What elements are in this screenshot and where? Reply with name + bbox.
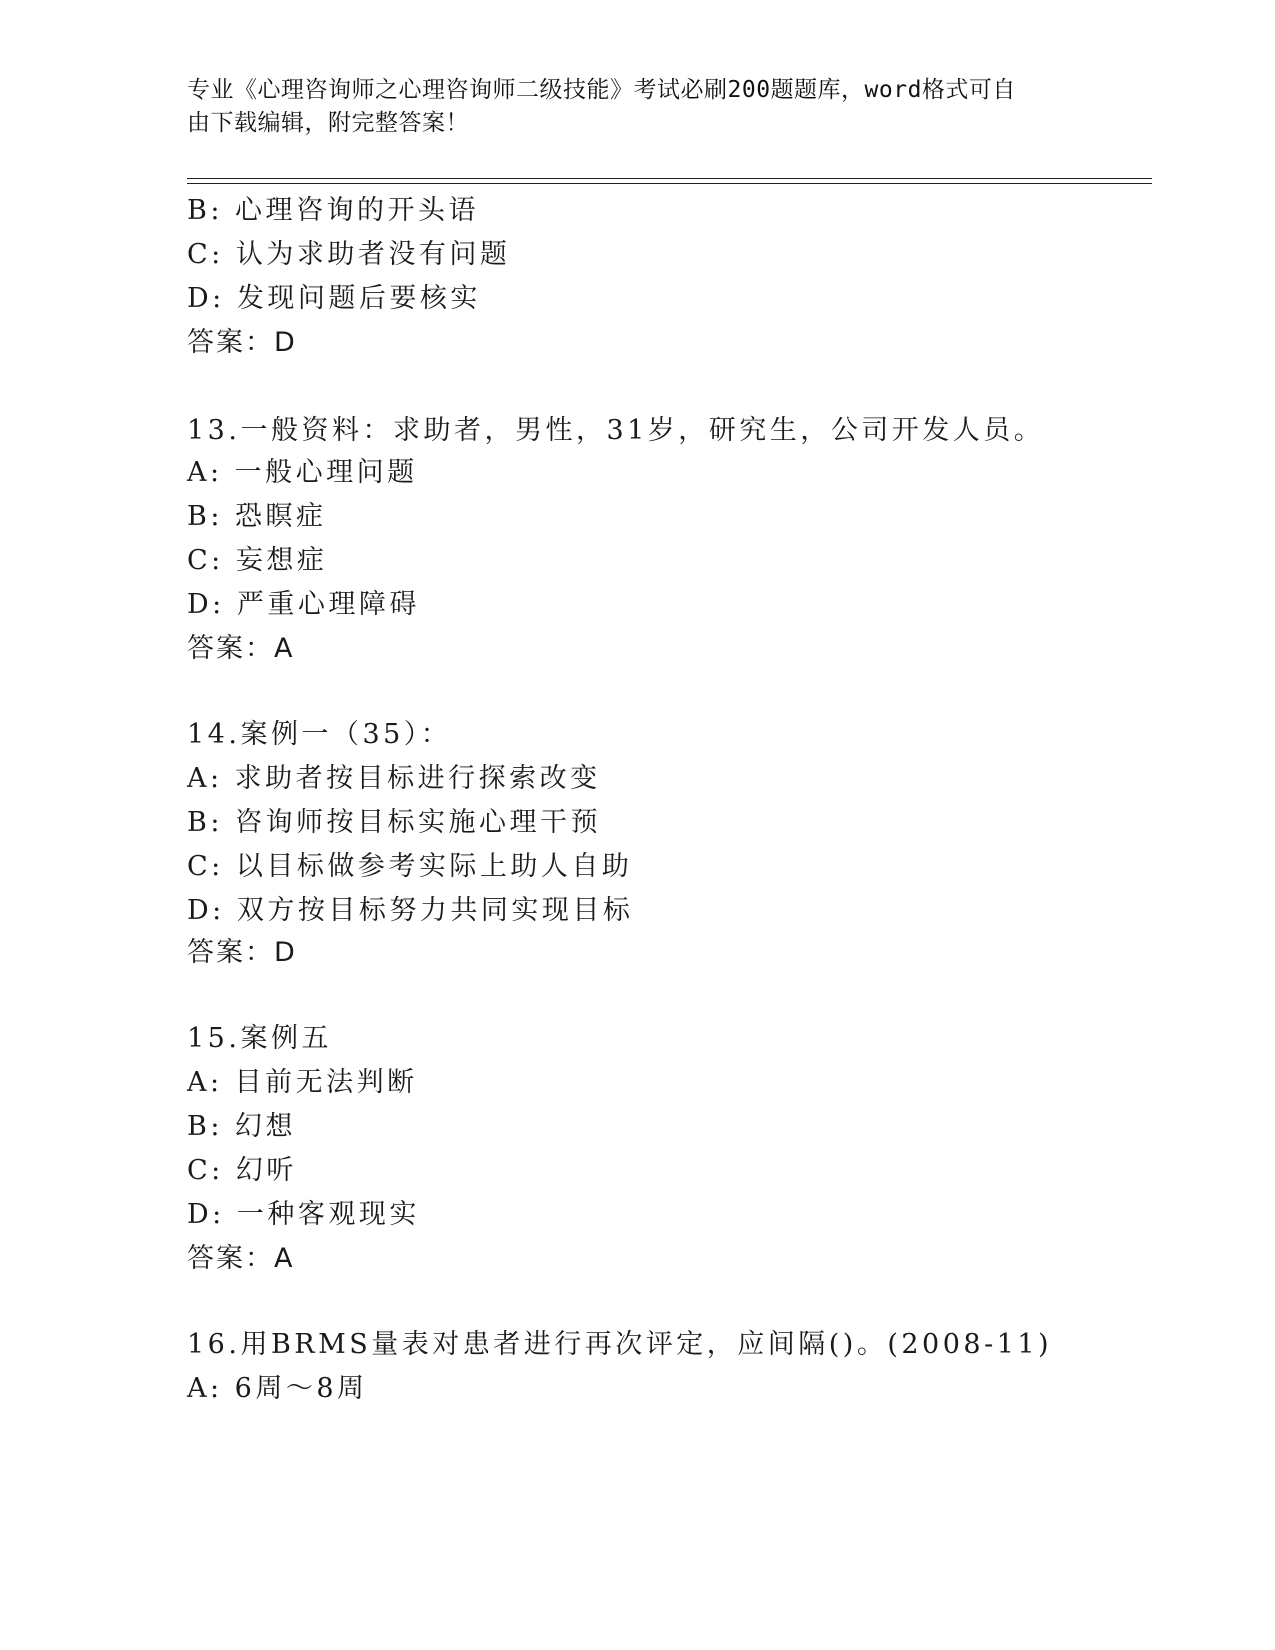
option-line: D: 一种客观现实 [187,1199,420,1230]
header-line-2: 由下载编辑，附完整答案！ [187,110,469,136]
option-line: C: 认为求助者没有问题 [187,239,511,270]
option-line: B: 咨询师按目标实施心理干预 [187,807,602,838]
answer-line: 答案：A [187,633,295,664]
option-line: A: 一般心理问题 [187,457,418,488]
option-line: C: 幻听 [187,1155,297,1186]
document-header [187,74,1067,140]
option-line: C: 以目标做参考实际上助人自助 [187,851,633,882]
question-line: 15.案例五 [187,1023,332,1054]
answer-line: 答案：D [187,327,297,358]
question-line: 16.用BRMS量表对患者进行再次评定，应间隔()。(2008-11) [187,1329,1053,1360]
option-line: D: 双方按目标努力共同实现目标 [187,895,634,926]
answer-line: 答案：D [187,937,297,968]
question-line: 14.案例一（35）： [187,719,452,750]
option-line: D: 严重心理障碍 [187,589,420,620]
option-line: B: 恐瞑症 [187,501,327,532]
option-line: B: 幻想 [187,1111,297,1142]
option-line: D: 发现问题后要核实 [187,283,481,314]
header-divider-top [187,178,1152,179]
option-line: A: 6周～8周 [187,1373,368,1404]
header-line-1: 专业《心理咨询师之心理咨询师二级技能》考试必刷200题题库，word格式可自 [187,77,1016,103]
option-line: A: 求助者按目标进行探索改变 [187,763,601,794]
header-divider-bottom [187,183,1152,184]
answer-line: 答案：A [187,1243,295,1274]
question-line: 13.一般资料：求助者，男性，31岁，研究生，公司开发人员。 [187,415,1045,446]
option-line: A: 目前无法判断 [187,1067,418,1098]
option-line: B: 心理咨询的开头语 [187,195,480,226]
option-line: C: 妄想症 [187,545,328,576]
